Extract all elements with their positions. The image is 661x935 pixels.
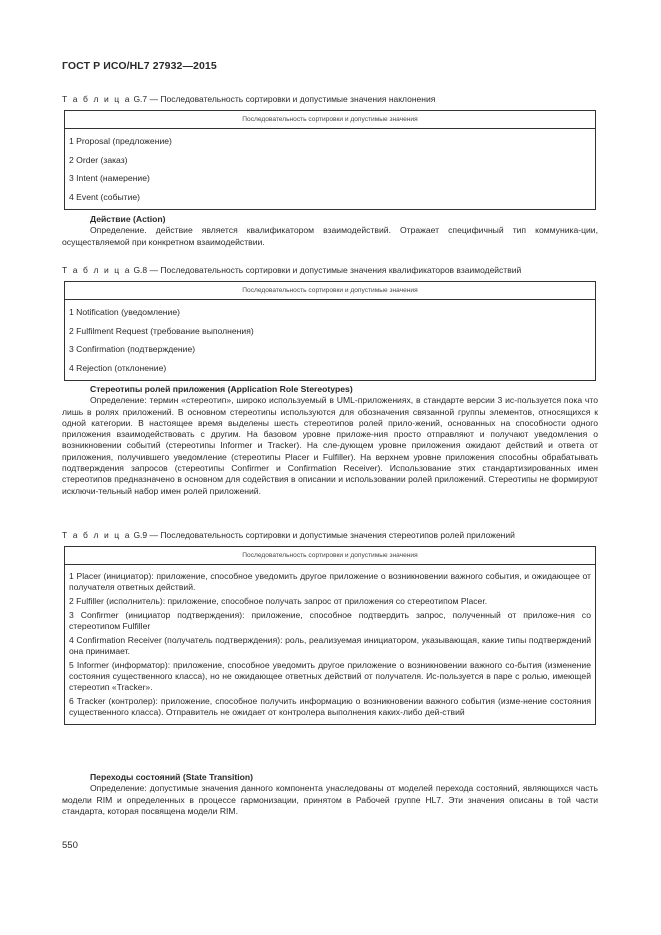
table-g7-caption bbox=[62, 94, 435, 104]
section-action-text: Определение. действие является квалификатором взаимодействий. Отражает специфичный тип коммуника-ции, осуществляемой при конкретном взаимодействии. bbox=[62, 225, 598, 247]
section-state-transition-title: Переходы состояний (State Transition) bbox=[90, 772, 254, 782]
table-g9-caption-prefix: Т а б л и ц а bbox=[62, 530, 132, 540]
table-g8-row: 1 Notification (уведомление) bbox=[69, 307, 180, 317]
table-g8-column-header: Последовательность сортировки и допустимые значения bbox=[65, 282, 596, 300]
section-role-stereotypes-text: Определение: термин «стереотип», широко используемый в UML-приложениях, в стандарте версии 3 ис-пользуется пока что лишь в ролях приложений. В основном стереотипы используются для обозначения связанной группы элементов, относящихся к одной категории. В настоящее время выделены шесть стереотипов ролей прило-жений, основанных на способности одного приложения взаимодействовать с другим. На базовом уровне приложе-ния просто отправляют и получают уведомления о возникновении событий (стереотипы Informer и Tracker). На сле-дующем уровне приложения ожидают действий и ответа от приложения, получившего уведомление (стереотипы Placer и Fulfiller). На верхнем уровне приложения способны обрабатывать подтверждения запросов (стереотипы Confirmer и Confirmation Receiver). Использование этих стандартизированных имен стереотипов предназначено в основном для содействия в описании и использовании ролей приложений. Стереотипы не формируют исключи-тельный набор имен ролей приложений. bbox=[62, 395, 598, 496]
section-role-stereotypes-title: Стереотипы ролей приложения (Application Role Stereotypes) bbox=[90, 384, 353, 394]
table-g7-row: 3 Intent (намерение) bbox=[69, 173, 150, 183]
table-g9-body bbox=[65, 565, 596, 725]
table-g7-caption-text: G.7 — Последовательность сортировки и допустимые значения наклонения bbox=[133, 94, 436, 104]
table-g7-body bbox=[65, 129, 596, 210]
table-g8-body bbox=[65, 300, 596, 381]
table-g7-row: 4 Event (событие) bbox=[69, 191, 141, 202]
table-g9-caption-text: G.9 — Последовательность сортировки и допустимые значения стереотипов ролей приложений bbox=[133, 530, 515, 540]
table-g9-row: 1 Placer (инициатор): приложение, способное уведомить другое приложение о возникновении важного события, и ожидающее от получателя ответных действий. bbox=[69, 571, 591, 592]
table-g8 bbox=[64, 281, 596, 381]
section-role-stereotypes bbox=[62, 384, 598, 497]
table-g8-row: 4 Rejection (отклонение) bbox=[69, 362, 167, 373]
page-number: 550 bbox=[62, 840, 78, 851]
table-g8-caption-text: G.8 — Последовательность сортировки и допустимые значения квалификаторов взаимодействий bbox=[133, 265, 522, 275]
table-g7-row: 1 Proposal (предложение) bbox=[69, 136, 172, 146]
section-state-transition bbox=[62, 772, 598, 817]
table-g9-row: 3 Confirmer (инициатор подтверждения): приложение, способное подтвердить запрос, полученный от приложе-ния со стереотипом Fulfiller bbox=[69, 610, 591, 631]
section-state-transition-text: Определение: допустимые значения данного компонента унаследованы от моделей перехода состояний, являющихся часть модели RIM и определенных в процессе гармонизации, принятом в Рабочей группе HL7. Эти значения описаны в той части стандарта, которая посвящена модели RIM. bbox=[62, 783, 598, 816]
table-g9-column-header: Последовательность сортировки и допустимые значения bbox=[65, 547, 596, 565]
table-g7 bbox=[64, 110, 596, 210]
table-g7-column-header: Последовательность сортировки и допустимые значения bbox=[65, 111, 596, 129]
table-g9-row: 5 Informer (информатор): приложение, способное уведомить другое приложение о возникновении важного со-бытия (изменение состояния существенного класса), но не ожидающее ответных действий от получателя. Ис-пользуется в паре с ролью, имеющей стереотип «Tracker». bbox=[69, 660, 591, 692]
table-g9-row: 4 Confirmation Receiver (получатель подтверждения): роль, реализуемая инициатором, указывающая, какие типы подтверждений она принимает. bbox=[69, 635, 591, 656]
table-g8-row: 3 Confirmation (подтверждение) bbox=[69, 344, 196, 354]
section-action bbox=[62, 214, 598, 248]
table-g8-caption bbox=[62, 265, 521, 275]
table-g8-row: 2 Fulfilment Request (требование выполнения) bbox=[69, 325, 254, 336]
table-g7-caption-prefix: Т а б л и ц а bbox=[62, 94, 132, 104]
document-header: ГОСТ Р ИСО/HL7 27932—2015 bbox=[62, 60, 217, 72]
table-g8-caption-prefix: Т а б л и ц а bbox=[62, 265, 132, 275]
table-g9-row: 2 Fulfiller (исполнитель): приложение, способное получать запрос от приложения со стереотипом Placer. bbox=[69, 596, 488, 606]
table-g9 bbox=[64, 546, 596, 725]
section-action-title: Действие (Action) bbox=[90, 214, 166, 224]
table-g9-caption bbox=[62, 530, 515, 540]
table-g9-row: 6 Tracker (контролер): приложение, способное получить информацию о возникновении важного события (изме-нение состояния существенного класса). Отправитель не ожидает от контролера выполнения каких-либо дей-ствий bbox=[69, 696, 591, 717]
table-g7-row: 2 Order (заказ) bbox=[69, 154, 128, 165]
